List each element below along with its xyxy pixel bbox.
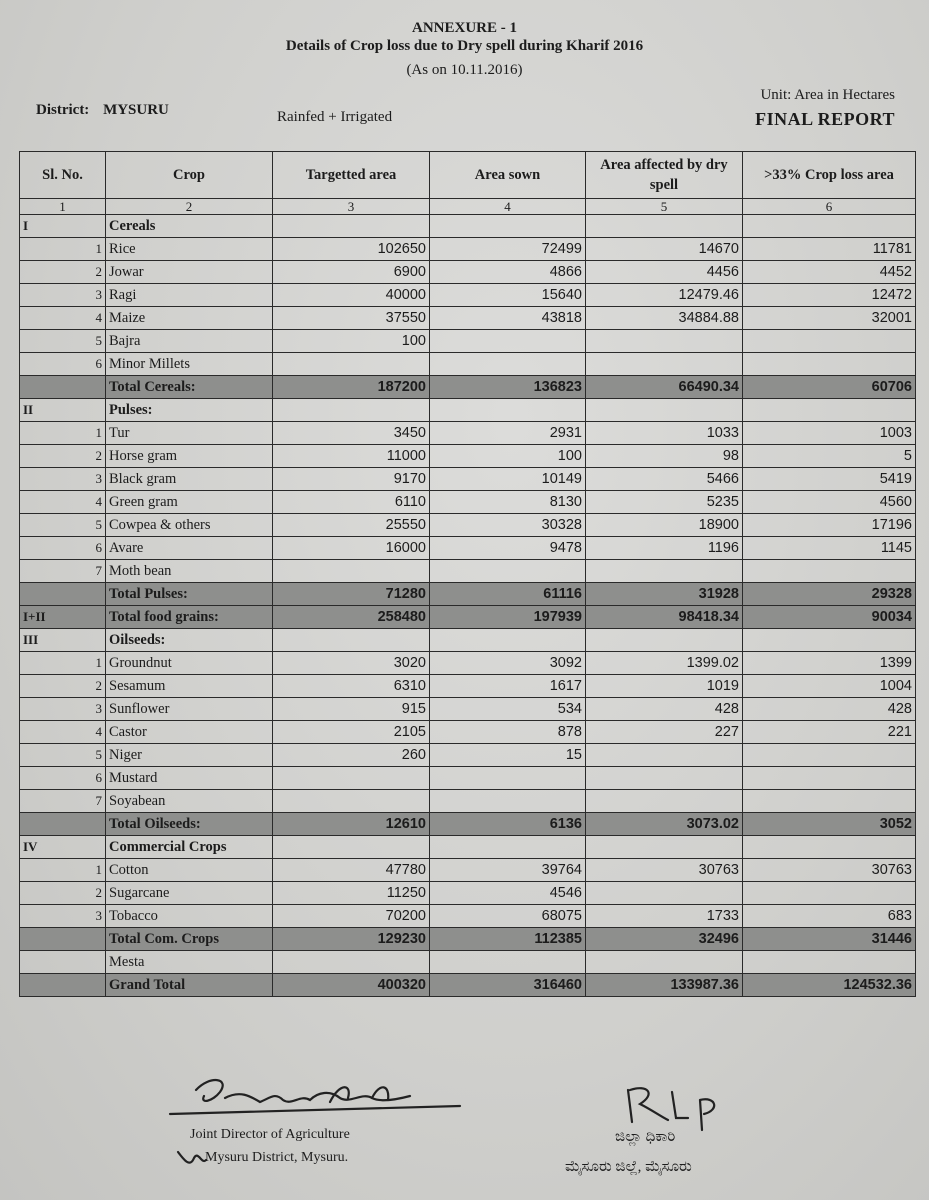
targetted-area-cell: 40000 — [273, 284, 430, 307]
row-index: 3 — [20, 905, 106, 928]
area-affected-cell: 4456 — [586, 261, 743, 284]
targetted-area-cell: 25550 — [273, 514, 430, 537]
area-sown-cell: 72499 — [430, 238, 586, 261]
row-index: 4 — [20, 721, 106, 744]
area-affected-cell — [586, 353, 743, 376]
area-sown-cell: 197939 — [430, 606, 586, 629]
area-affected-cell: 1196 — [586, 537, 743, 560]
row-index: 6 — [20, 353, 106, 376]
crop-name: Avare — [106, 537, 273, 560]
crop-loss-cell — [743, 353, 916, 376]
targetted-area-cell — [273, 353, 430, 376]
area-sown-cell: 15640 — [430, 284, 586, 307]
col-number: 5 — [586, 199, 743, 215]
area-sown-cell — [430, 215, 586, 238]
crop-name: Grand Total — [106, 974, 273, 997]
crop-loss-cell: 221 — [743, 721, 916, 744]
row-index: 2 — [20, 445, 106, 468]
section-row — [20, 629, 916, 652]
section-row — [20, 215, 916, 238]
table-row — [20, 560, 916, 583]
targetted-area-cell: 12610 — [273, 813, 430, 836]
table-row — [20, 307, 916, 330]
area-affected-cell — [586, 560, 743, 583]
crop-name: Soyabean — [106, 790, 273, 813]
crop-name: Cereals — [106, 215, 273, 238]
targetted-area-cell: 71280 — [273, 583, 430, 606]
row-index: 1 — [20, 238, 106, 261]
targetted-area-cell — [273, 767, 430, 790]
area-sown-cell: 4546 — [430, 882, 586, 905]
targetted-area-cell: 915 — [273, 698, 430, 721]
cultivation-mode: Rainfed + Irrigated — [277, 109, 393, 125]
crop-loss-cell — [743, 790, 916, 813]
crop-name: Green gram — [106, 491, 273, 514]
targetted-area-cell: 47780 — [273, 859, 430, 882]
area-sown-cell: 112385 — [430, 928, 586, 951]
document-title: Details of Crop loss due to Dry spell during Kharif 2016 — [285, 38, 644, 54]
table-row — [20, 537, 916, 560]
report-type: FINAL REPORT — [755, 109, 895, 129]
section-row — [20, 836, 916, 859]
targetted-area-cell: 11000 — [273, 445, 430, 468]
section-number — [20, 583, 106, 606]
crop-loss-cell — [743, 399, 916, 422]
district-label: District: — [36, 102, 90, 118]
col-number: 1 — [20, 199, 106, 215]
unit-note: Unit: Area in Hectares — [760, 87, 895, 103]
crop-loss-cell: 31446 — [743, 928, 916, 951]
crop-name: Bajra — [106, 330, 273, 353]
crop-loss-cell: 1399 — [743, 652, 916, 675]
area-affected-cell — [586, 215, 743, 238]
table-row — [20, 790, 916, 813]
table-row — [20, 721, 916, 744]
row-index — [20, 951, 106, 974]
table-row — [20, 468, 916, 491]
total-row — [20, 813, 916, 836]
crop-loss-cell: 5419 — [743, 468, 916, 491]
area-sown-cell: 534 — [430, 698, 586, 721]
crop-loss-cell: 17196 — [743, 514, 916, 537]
row-index: 6 — [20, 767, 106, 790]
area-affected-cell: 428 — [586, 698, 743, 721]
table-row — [20, 238, 916, 261]
targetted-area-cell: 6900 — [273, 261, 430, 284]
row-index: 5 — [20, 330, 106, 353]
area-affected-cell: 227 — [586, 721, 743, 744]
crop-name: Mesta — [106, 951, 273, 974]
table-row — [20, 491, 916, 514]
col-header-area-sown: Area sown — [430, 152, 586, 199]
crop-loss-cell — [743, 215, 916, 238]
targetted-area-cell: 102650 — [273, 238, 430, 261]
crop-loss-cell — [743, 767, 916, 790]
area-affected-cell — [586, 629, 743, 652]
targetted-area-cell — [273, 215, 430, 238]
row-index: 1 — [20, 652, 106, 675]
crop-loss-table — [19, 151, 916, 997]
row-index: 5 — [20, 514, 106, 537]
table-row — [20, 859, 916, 882]
area-sown-cell: 10149 — [430, 468, 586, 491]
row-index: 7 — [20, 790, 106, 813]
row-index: 7 — [20, 560, 106, 583]
table-header-row — [20, 152, 916, 199]
crop-name: Tur — [106, 422, 273, 445]
crop-loss-cell: 428 — [743, 698, 916, 721]
crop-name: Maize — [106, 307, 273, 330]
area-affected-cell: 5466 — [586, 468, 743, 491]
crop-loss-cell — [743, 882, 916, 905]
section-number — [20, 813, 106, 836]
crop-name: Total Cereals: — [106, 376, 273, 399]
table-row — [20, 330, 916, 353]
area-affected-cell: 133987.36 — [586, 974, 743, 997]
section-number — [20, 376, 106, 399]
total-row — [20, 928, 916, 951]
targetted-area-cell: 11250 — [273, 882, 430, 905]
targetted-area-cell: 9170 — [273, 468, 430, 491]
area-sown-cell: 43818 — [430, 307, 586, 330]
table-row — [20, 744, 916, 767]
section-number: I+II — [20, 606, 106, 629]
crop-name: Total Com. Crops — [106, 928, 273, 951]
area-sown-cell: 3092 — [430, 652, 586, 675]
col-number: 6 — [743, 199, 916, 215]
district-line — [36, 102, 169, 119]
area-affected-cell — [586, 399, 743, 422]
crop-name: Ragi — [106, 284, 273, 307]
crop-loss-cell: 4560 — [743, 491, 916, 514]
area-sown-cell: 15 — [430, 744, 586, 767]
crop-name: Total food grains: — [106, 606, 273, 629]
area-affected-cell: 1399.02 — [586, 652, 743, 675]
targetted-area-cell: 6310 — [273, 675, 430, 698]
area-affected-cell: 31928 — [586, 583, 743, 606]
row-index: 1 — [20, 859, 106, 882]
area-affected-cell — [586, 330, 743, 353]
table-row — [20, 353, 916, 376]
crop-loss-cell — [743, 951, 916, 974]
area-affected-cell — [586, 790, 743, 813]
crop-loss-cell: 124532.36 — [743, 974, 916, 997]
area-affected-cell — [586, 882, 743, 905]
crop-name: Sesamum — [106, 675, 273, 698]
col-header-crop: Crop — [106, 152, 273, 199]
crop-loss-cell: 29328 — [743, 583, 916, 606]
table-row — [20, 882, 916, 905]
crop-name: Black gram — [106, 468, 273, 491]
row-index: 5 — [20, 744, 106, 767]
crop-name: Total Oilseeds: — [106, 813, 273, 836]
targetted-area-cell: 400320 — [273, 974, 430, 997]
crop-loss-cell: 12472 — [743, 284, 916, 307]
area-affected-cell: 1019 — [586, 675, 743, 698]
area-sown-cell — [430, 399, 586, 422]
crop-name: Pulses: — [106, 399, 273, 422]
area-sown-cell: 4866 — [430, 261, 586, 284]
targetted-area-cell: 37550 — [273, 307, 430, 330]
area-sown-cell: 68075 — [430, 905, 586, 928]
targetted-area-cell — [273, 629, 430, 652]
area-sown-cell — [430, 951, 586, 974]
targetted-area-cell: 6110 — [273, 491, 430, 514]
crop-loss-cell — [743, 744, 916, 767]
targetted-area-cell: 258480 — [273, 606, 430, 629]
crop-loss-cell: 1003 — [743, 422, 916, 445]
area-affected-cell: 66490.34 — [586, 376, 743, 399]
row-index: 3 — [20, 698, 106, 721]
table-row — [20, 445, 916, 468]
targetted-area-cell — [273, 560, 430, 583]
targetted-area-cell: 129230 — [273, 928, 430, 951]
area-affected-cell — [586, 836, 743, 859]
area-sown-cell: 100 — [430, 445, 586, 468]
table-row — [20, 652, 916, 675]
targetted-area-cell: 100 — [273, 330, 430, 353]
area-sown-cell: 61116 — [430, 583, 586, 606]
col-header-sl-no: Sl. No. — [20, 152, 106, 199]
area-sown-cell: 30328 — [430, 514, 586, 537]
table-row — [20, 514, 916, 537]
area-sown-cell: 39764 — [430, 859, 586, 882]
area-affected-cell: 18900 — [586, 514, 743, 537]
col-header-targetted-area: Targetted area — [273, 152, 430, 199]
crop-loss-cell: 5 — [743, 445, 916, 468]
targetted-area-cell — [273, 399, 430, 422]
targetted-area-cell — [273, 951, 430, 974]
column-number-row — [20, 199, 916, 215]
table-row — [20, 284, 916, 307]
seal-line-1: ಜಿಲ್ಲಾ ಧಿಕಾರಿ — [615, 1129, 676, 1145]
crop-loss-cell: 32001 — [743, 307, 916, 330]
row-index: 4 — [20, 307, 106, 330]
crop-name: Rice — [106, 238, 273, 261]
section-number — [20, 974, 106, 997]
targetted-area-cell: 2105 — [273, 721, 430, 744]
targetted-area-cell: 16000 — [273, 537, 430, 560]
crop-name: Horse gram — [106, 445, 273, 468]
section-row — [20, 399, 916, 422]
targetted-area-cell: 187200 — [273, 376, 430, 399]
area-affected-cell: 32496 — [586, 928, 743, 951]
total-row — [20, 606, 916, 629]
area-sown-cell: 6136 — [430, 813, 586, 836]
row-index: 2 — [20, 675, 106, 698]
col-number: 3 — [273, 199, 430, 215]
crop-name: Minor Millets — [106, 353, 273, 376]
crop-name: Total Pulses: — [106, 583, 273, 606]
area-affected-cell: 30763 — [586, 859, 743, 882]
area-sown-cell: 136823 — [430, 376, 586, 399]
area-sown-cell: 2931 — [430, 422, 586, 445]
crop-name: Cotton — [106, 859, 273, 882]
section-number: IV — [20, 836, 106, 859]
row-index: 4 — [20, 491, 106, 514]
area-sown-cell — [430, 767, 586, 790]
crop-name: Jowar — [106, 261, 273, 284]
section-number: III — [20, 629, 106, 652]
crop-name: Oilseeds: — [106, 629, 273, 652]
area-affected-cell: 5235 — [586, 491, 743, 514]
crop-loss-cell: 1004 — [743, 675, 916, 698]
row-index: 3 — [20, 284, 106, 307]
crop-loss-cell — [743, 560, 916, 583]
crop-name: Niger — [106, 744, 273, 767]
col-header-crop-loss: >33% Crop loss area — [743, 152, 916, 199]
area-sown-cell — [430, 560, 586, 583]
crop-loss-cell: 1145 — [743, 537, 916, 560]
area-sown-cell: 316460 — [430, 974, 586, 997]
col-number: 2 — [106, 199, 273, 215]
crop-loss-cell: 4452 — [743, 261, 916, 284]
crop-name: Sunflower — [106, 698, 273, 721]
area-affected-cell: 98418.34 — [586, 606, 743, 629]
targetted-area-cell: 70200 — [273, 905, 430, 928]
area-affected-cell: 1733 — [586, 905, 743, 928]
area-affected-cell — [586, 767, 743, 790]
area-sown-cell — [430, 790, 586, 813]
area-affected-cell: 3073.02 — [586, 813, 743, 836]
area-sown-cell: 9478 — [430, 537, 586, 560]
area-sown-cell — [430, 836, 586, 859]
crop-loss-cell: 60706 — [743, 376, 916, 399]
section-number: I — [20, 215, 106, 238]
crop-loss-cell: 11781 — [743, 238, 916, 261]
crop-loss-cell: 90034 — [743, 606, 916, 629]
crop-loss-cell — [743, 629, 916, 652]
total-row — [20, 583, 916, 606]
seal-line-2: ಮೈಸೂರು ಜಿಲ್ಲೆ, ಮೈಸೂರು — [565, 1159, 692, 1175]
signatory-title: Joint Director of Agriculture — [190, 1127, 350, 1142]
row-index: 2 — [20, 882, 106, 905]
table-row — [20, 951, 916, 974]
row-index: 6 — [20, 537, 106, 560]
targetted-area-cell: 3020 — [273, 652, 430, 675]
signatory-office: Mysuru District, Mysuru. — [205, 1150, 349, 1165]
crop-name: Sugarcane — [106, 882, 273, 905]
area-affected-cell — [586, 951, 743, 974]
area-sown-cell — [430, 330, 586, 353]
table-row — [20, 675, 916, 698]
area-affected-cell: 98 — [586, 445, 743, 468]
crop-loss-cell — [743, 330, 916, 353]
section-number: II — [20, 399, 106, 422]
area-affected-cell — [586, 744, 743, 767]
crop-name: Commercial Crops — [106, 836, 273, 859]
area-sown-cell — [430, 353, 586, 376]
crop-loss-cell — [743, 836, 916, 859]
row-index: 3 — [20, 468, 106, 491]
district-value: MYSURU — [103, 102, 169, 118]
as-on-date: (As on 10.11.2016) — [406, 62, 523, 78]
total-row — [20, 376, 916, 399]
row-index: 1 — [20, 422, 106, 445]
section-number — [20, 928, 106, 951]
area-affected-cell: 12479.46 — [586, 284, 743, 307]
area-sown-cell: 8130 — [430, 491, 586, 514]
area-sown-cell: 878 — [430, 721, 586, 744]
col-number: 4 — [430, 199, 586, 215]
crop-loss-cell: 3052 — [743, 813, 916, 836]
area-sown-cell — [430, 629, 586, 652]
total-row — [20, 974, 916, 997]
area-sown-cell: 1617 — [430, 675, 586, 698]
crop-loss-cell: 30763 — [743, 859, 916, 882]
targetted-area-cell — [273, 790, 430, 813]
targetted-area-cell: 3450 — [273, 422, 430, 445]
table-row — [20, 261, 916, 284]
crop-name: Moth bean — [106, 560, 273, 583]
table-row — [20, 422, 916, 445]
targetted-area-cell — [273, 836, 430, 859]
crop-name: Tobacco — [106, 905, 273, 928]
annexure-heading: ANNEXURE - 1 — [412, 20, 517, 36]
col-header-area-affected: Area affected by dry spell — [586, 152, 743, 199]
crop-name: Mustard — [106, 767, 273, 790]
area-affected-cell: 14670 — [586, 238, 743, 261]
crop-name: Cowpea & others — [106, 514, 273, 537]
table-row — [20, 698, 916, 721]
targetted-area-cell: 260 — [273, 744, 430, 767]
crop-name: Castor — [106, 721, 273, 744]
table-row — [20, 905, 916, 928]
area-affected-cell: 1033 — [586, 422, 743, 445]
crop-loss-cell: 683 — [743, 905, 916, 928]
table-row — [20, 767, 916, 790]
area-affected-cell: 34884.88 — [586, 307, 743, 330]
row-index: 2 — [20, 261, 106, 284]
crop-name: Groundnut — [106, 652, 273, 675]
